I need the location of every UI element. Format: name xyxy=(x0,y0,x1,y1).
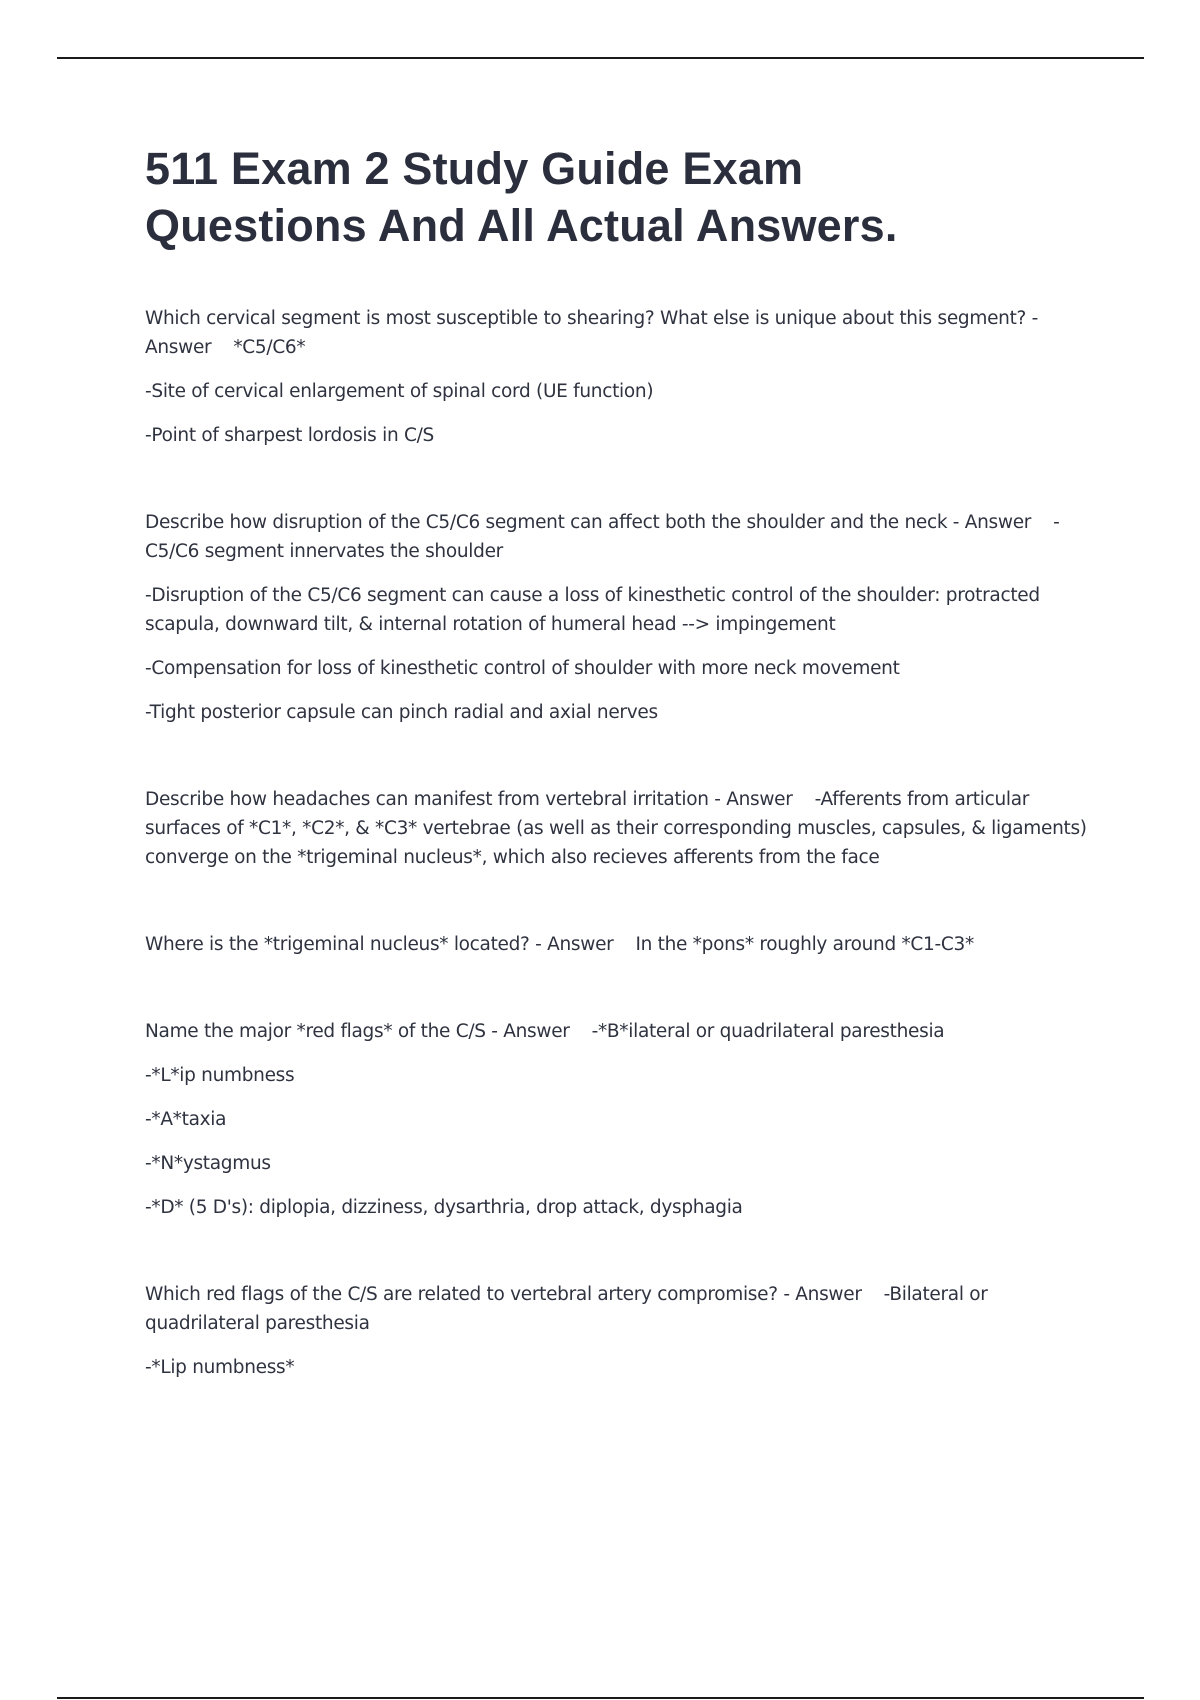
qa-block-5 xyxy=(145,1017,1095,1222)
qa-question-paragraph xyxy=(145,785,1095,872)
answer-line: -*D* (5 D's): diplopia, dizziness, dysarthria, drop attack, dysphagia xyxy=(145,1197,743,1218)
answer-text: -Afferents from articular surfaces of *C1*, *C2*, & *C3* vertebrae (as well as their corresponding muscles, capsules, & ligaments) converge on the *trigeminal nucleus*, which also recieves afferents from the face xyxy=(145,789,1087,868)
question-text: Which cervical segment is most susceptible to shearing? What else is unique about this segment? - Answer xyxy=(145,308,1039,358)
answer-line: -Site of cervical enlargement of spinal cord (UE function) xyxy=(145,381,654,402)
title-line-2: Questions And All Actual Answers. xyxy=(145,200,898,251)
answer-line: -Point of sharpest lordosis in C/S xyxy=(145,425,434,446)
question-text: Which red flags of the C/S are related to vertebral artery compromise? - Answer xyxy=(145,1284,862,1305)
title-line-1: 511 Exam 2 Study Guide Exam xyxy=(145,143,804,194)
answer-line: -*L*ip numbness xyxy=(145,1065,295,1086)
qa-question-paragraph xyxy=(145,1280,1095,1338)
answer-text: -Bilateral or quadrilateral paresthesia xyxy=(145,1284,988,1334)
document-body xyxy=(145,140,1095,1440)
qa-block-1 xyxy=(145,304,1095,450)
qa-block-6 xyxy=(145,1280,1095,1382)
question-text: Where is the *trigeminal nucleus* located? - Answer xyxy=(145,934,614,955)
qa-block-4 xyxy=(145,930,1095,959)
answer-text: *C5/C6* xyxy=(233,337,306,358)
top-divider xyxy=(57,57,1144,59)
bottom-divider xyxy=(57,1697,1144,1699)
question-text: Describe how disruption of the C5/C6 segment can affect both the shoulder and the neck - Answer xyxy=(145,512,1032,533)
question-text: Name the major *red flags* of the C/S - Answer xyxy=(145,1021,570,1042)
qa-question-paragraph xyxy=(145,508,1095,566)
qa-question-paragraph xyxy=(145,1017,1095,1046)
answer-line: -Disruption of the C5/C6 segment can cause a loss of kinesthetic control of the shoulder: protracted scapula, downward tilt, & internal rotation of humeral head --> impingement xyxy=(145,585,1040,635)
document-title xyxy=(145,140,1095,254)
qa-question-paragraph xyxy=(145,930,1095,959)
answer-line: -*N*ystagmus xyxy=(145,1153,271,1174)
qa-block-3 xyxy=(145,785,1095,872)
qa-question-paragraph xyxy=(145,304,1095,362)
answer-text: -*B*ilateral or quadrilateral paresthesia xyxy=(591,1021,945,1042)
answer-text: -C5/C6 segment innervates the shoulder xyxy=(145,512,1060,562)
qa-block-2 xyxy=(145,508,1095,727)
answer-line: -*A*taxia xyxy=(145,1109,227,1130)
question-text: Describe how headaches can manifest from vertebral irritation - Answer xyxy=(145,789,793,810)
answer-line: -Tight posterior capsule can pinch radial and axial nerves xyxy=(145,702,658,723)
answer-line: -*Lip numbness* xyxy=(145,1357,295,1378)
answer-text: In the *pons* roughly around *C1-C3* xyxy=(635,934,974,955)
answer-line: -Compensation for loss of kinesthetic control of shoulder with more neck movement xyxy=(145,658,900,679)
